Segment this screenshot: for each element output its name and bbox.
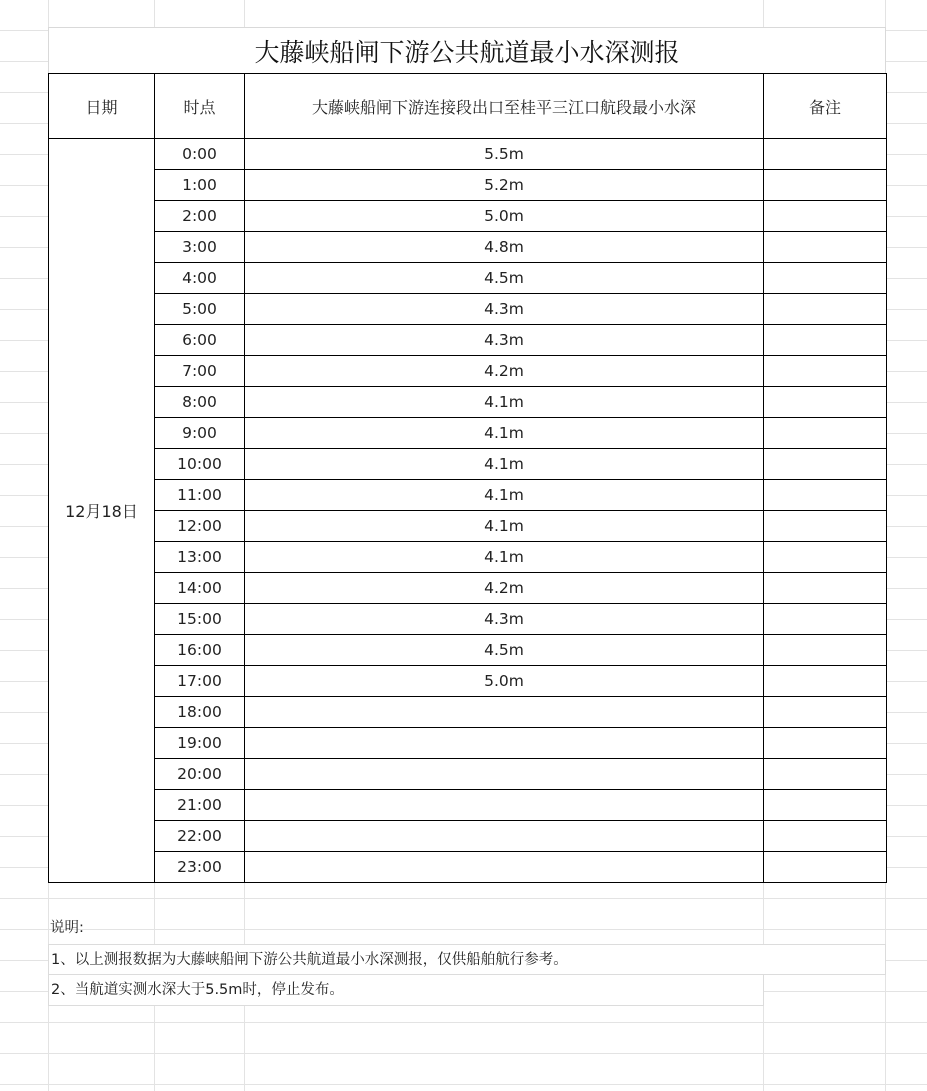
remark-cell [764, 697, 887, 728]
table-row [49, 294, 887, 325]
header-row [49, 74, 887, 139]
depth-cell: 4.2m [245, 356, 764, 387]
table-row [49, 666, 887, 697]
table-row [49, 139, 887, 170]
depth-cell: 4.1m [245, 449, 764, 480]
time-cell: 15:00 [155, 604, 245, 635]
time-cell: 2:00 [155, 201, 245, 232]
table-row [49, 170, 887, 201]
remark-cell [764, 666, 887, 697]
remark-cell [764, 263, 887, 294]
table-row [49, 635, 887, 666]
depth-cell: 4.1m [245, 418, 764, 449]
table-row [49, 604, 887, 635]
time-cell: 0:00 [155, 139, 245, 170]
table-row [49, 542, 887, 573]
depth-cell: 5.0m [245, 666, 764, 697]
column-header-time: 时点 [155, 74, 245, 139]
depth-cell: 4.3m [245, 604, 764, 635]
remark-cell [764, 201, 887, 232]
table-row [49, 573, 887, 604]
notes-heading: 说明: [50, 920, 84, 936]
remark-cell [764, 170, 887, 201]
depth-cell: 4.1m [245, 542, 764, 573]
time-cell: 12:00 [155, 511, 245, 542]
time-cell: 1:00 [155, 170, 245, 201]
depth-cell: 5.5m [245, 139, 764, 170]
remark-cell [764, 511, 887, 542]
time-cell: 16:00 [155, 635, 245, 666]
depth-cell [245, 759, 764, 790]
time-cell: 10:00 [155, 449, 245, 480]
depth-cell [245, 728, 764, 759]
depth-cell: 4.3m [245, 325, 764, 356]
table-row [49, 325, 887, 356]
remark-cell [764, 356, 887, 387]
date-cell: 12月18日 [49, 139, 155, 883]
time-cell: 11:00 [155, 480, 245, 511]
remark-cell [764, 604, 887, 635]
table-row [49, 480, 887, 511]
table-row [49, 790, 887, 821]
time-cell: 13:00 [155, 542, 245, 573]
table-row [49, 418, 887, 449]
depth-cell: 5.2m [245, 170, 764, 201]
column-header-depth: 大藤峡船闸下游连接段出口至桂平三江口航段最小水深 [245, 74, 764, 139]
remark-cell [764, 418, 887, 449]
remark-cell [764, 139, 887, 170]
column-header-date: 日期 [49, 74, 155, 139]
depth-cell: 4.3m [245, 294, 764, 325]
time-cell: 14:00 [155, 573, 245, 604]
table-row [49, 852, 887, 883]
depth-cell: 4.8m [245, 232, 764, 263]
table-row [49, 697, 887, 728]
remark-cell [764, 790, 887, 821]
note-item-1: 1、以上测报数据为大藤峡船闸下游公共航道最小水深测报，仅供船舶航行参考。 [48, 944, 886, 975]
time-cell: 18:00 [155, 697, 245, 728]
depth-cell [245, 697, 764, 728]
time-cell: 7:00 [155, 356, 245, 387]
time-cell: 5:00 [155, 294, 245, 325]
remark-cell [764, 232, 887, 263]
time-cell: 3:00 [155, 232, 245, 263]
table-row [49, 511, 887, 542]
time-cell: 17:00 [155, 666, 245, 697]
remark-cell [764, 635, 887, 666]
report-title: 大藤峡船闸下游公共航道最小水深测报 [48, 27, 886, 73]
time-cell: 20:00 [155, 759, 245, 790]
remark-cell [764, 387, 887, 418]
depth-cell: 4.1m [245, 511, 764, 542]
table-row [49, 356, 887, 387]
table-body [49, 139, 887, 883]
time-cell: 8:00 [155, 387, 245, 418]
table-row [49, 449, 887, 480]
table-row [49, 759, 887, 790]
table-row [49, 728, 887, 759]
table-row [49, 201, 887, 232]
remark-cell [764, 449, 887, 480]
depth-cell [245, 852, 764, 883]
remark-cell [764, 542, 887, 573]
time-cell: 23:00 [155, 852, 245, 883]
remark-cell [764, 294, 887, 325]
time-cell: 22:00 [155, 821, 245, 852]
remark-cell [764, 728, 887, 759]
depth-cell [245, 790, 764, 821]
depth-cell: 4.2m [245, 573, 764, 604]
remark-cell [764, 480, 887, 511]
time-cell: 6:00 [155, 325, 245, 356]
remark-cell [764, 759, 887, 790]
remark-cell [764, 821, 887, 852]
time-cell: 21:00 [155, 790, 245, 821]
note-item-2: 2、当航道实测水深大于5.5m时，停止发布。 [48, 975, 764, 1006]
remark-cell [764, 325, 887, 356]
depth-cell: 4.1m [245, 387, 764, 418]
column-header-remarks: 备注 [764, 74, 887, 139]
depth-cell: 4.5m [245, 263, 764, 294]
depth-cell [245, 821, 764, 852]
time-cell: 19:00 [155, 728, 245, 759]
table-row [49, 232, 887, 263]
depth-table [48, 73, 887, 883]
table-row [49, 387, 887, 418]
table-row [49, 821, 887, 852]
table-row [49, 263, 887, 294]
depth-cell: 5.0m [245, 201, 764, 232]
report-sheet [48, 27, 886, 883]
depth-cell: 4.1m [245, 480, 764, 511]
remark-cell [764, 852, 887, 883]
remark-cell [764, 573, 887, 604]
time-cell: 9:00 [155, 418, 245, 449]
notes-section [48, 913, 886, 1006]
time-cell: 4:00 [155, 263, 245, 294]
depth-cell: 4.5m [245, 635, 764, 666]
